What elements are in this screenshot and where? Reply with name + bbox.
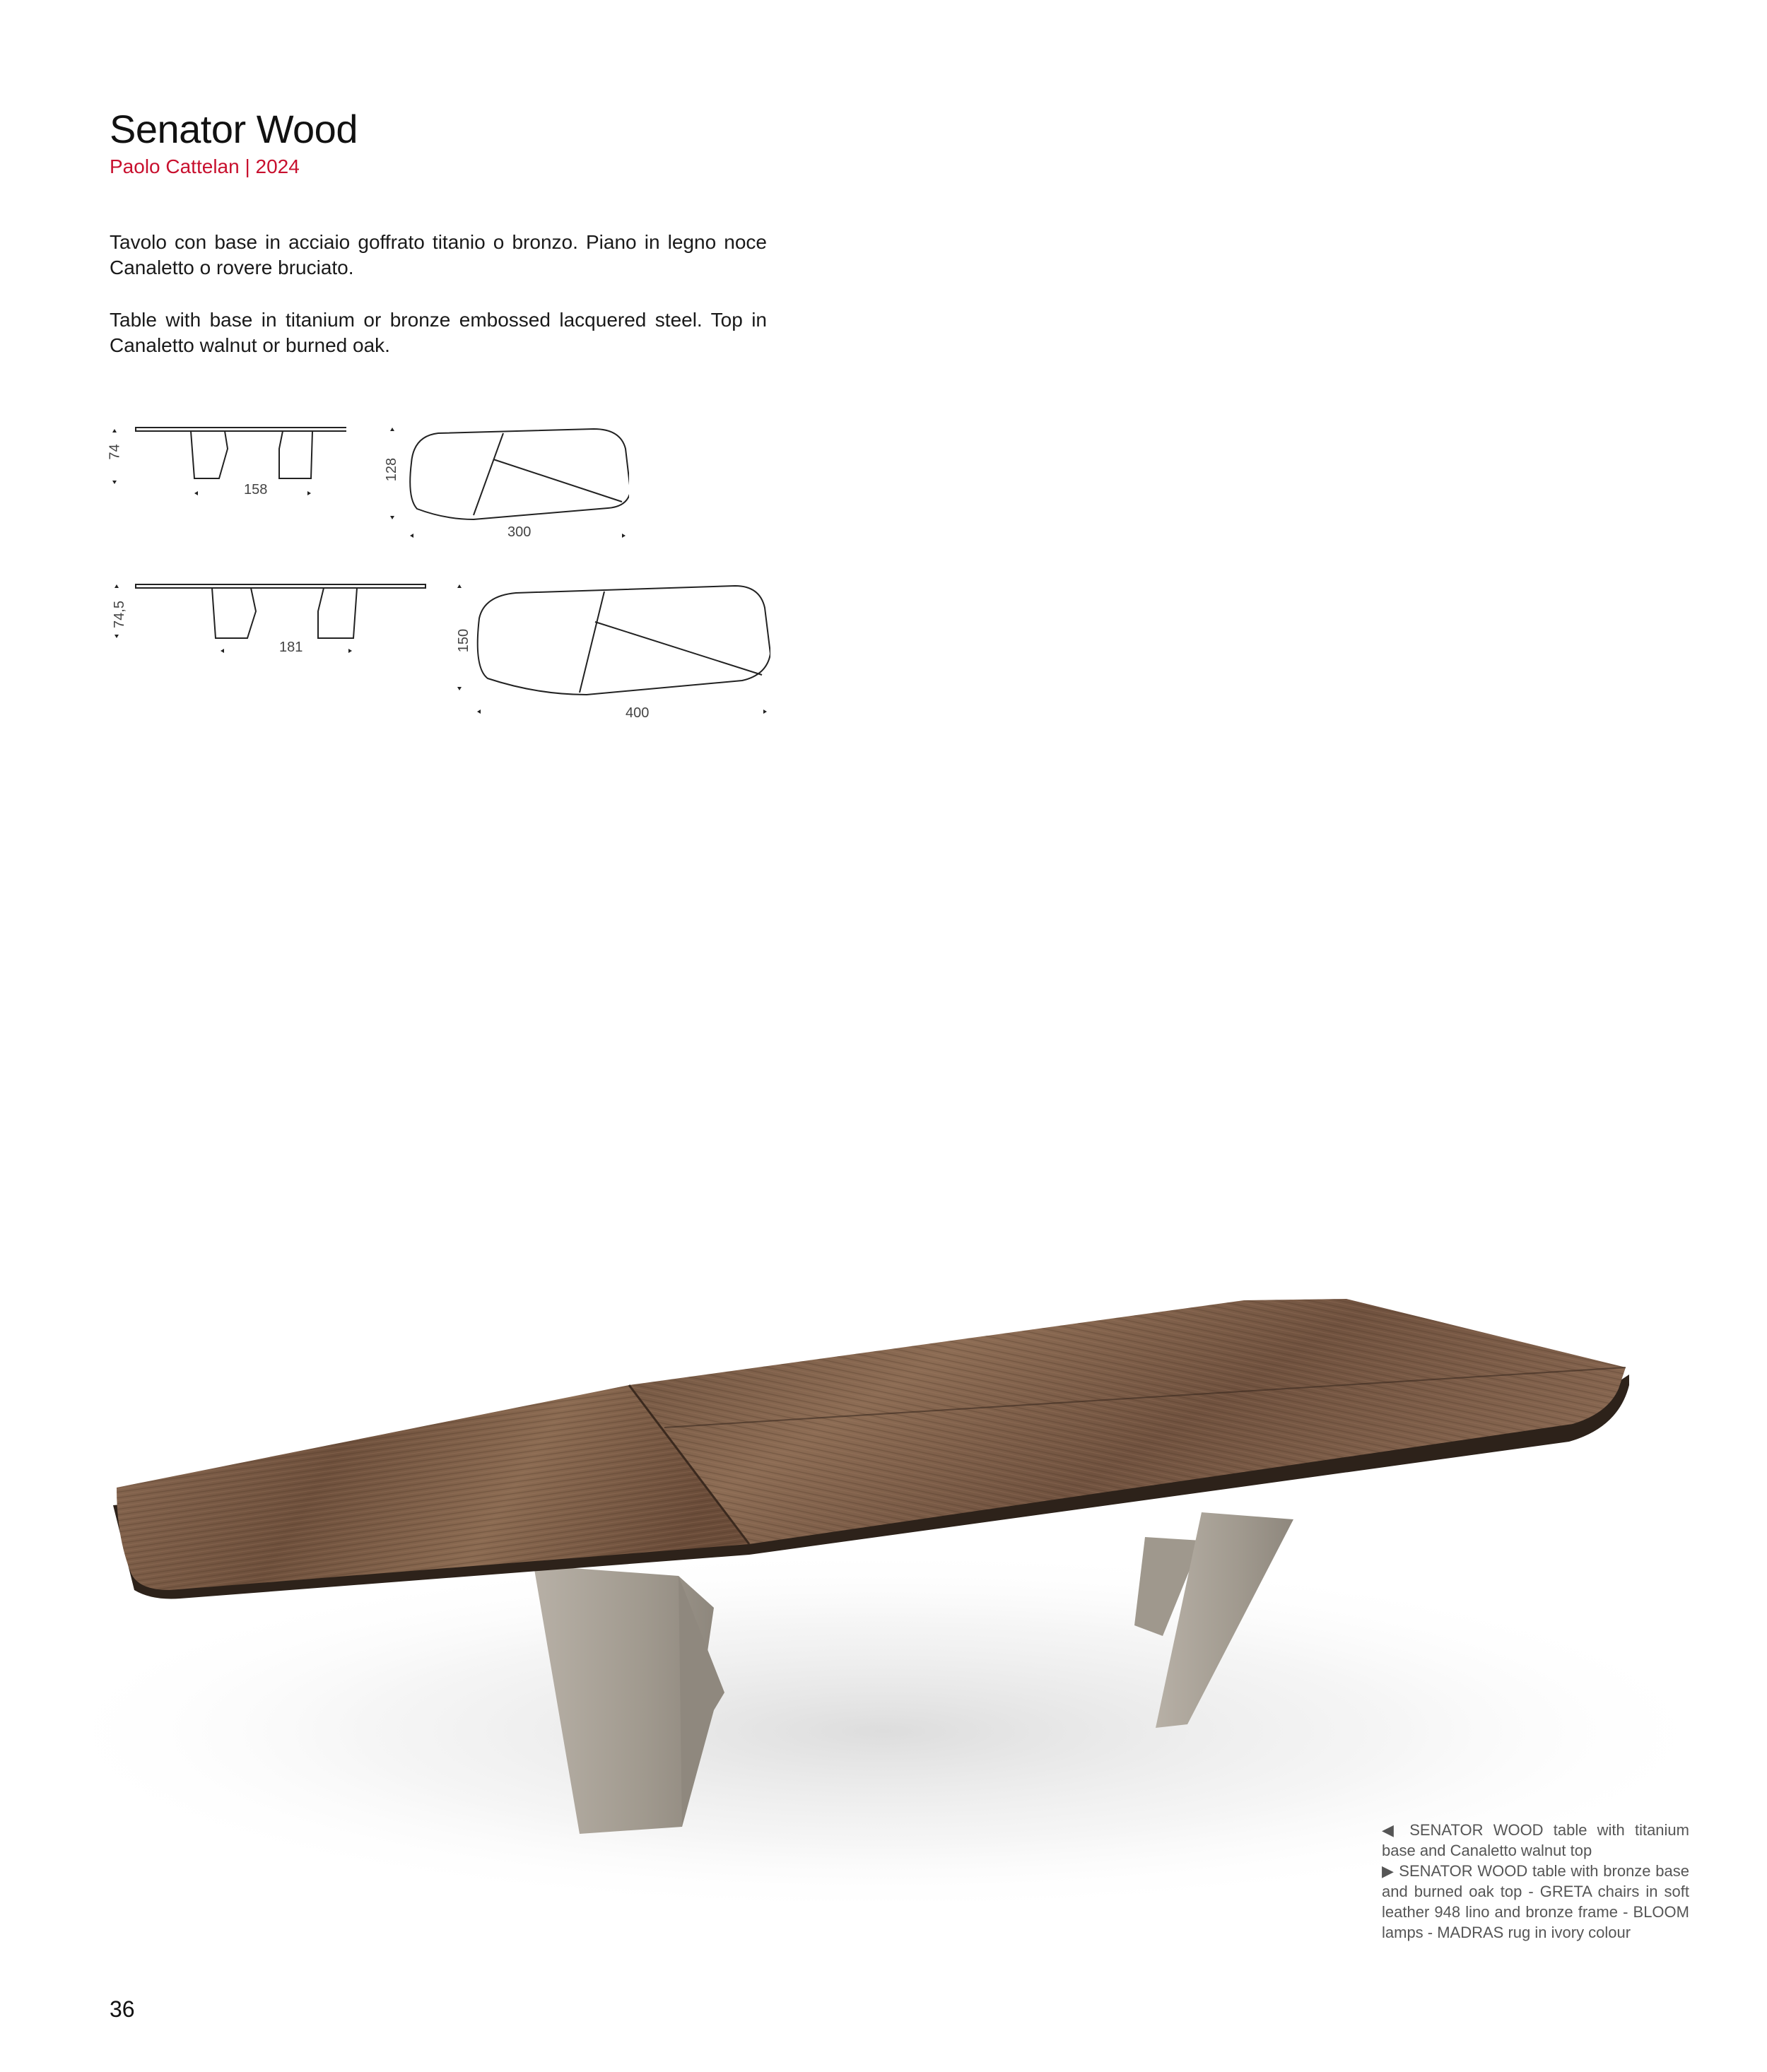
dimension-top-length: 400 xyxy=(626,705,650,721)
dimension-side-width: 158 xyxy=(244,482,268,498)
arrow-right-icon: ▶ xyxy=(1382,1862,1395,1880)
dimension-height: 74 xyxy=(107,444,123,460)
description-italian: Tavolo con base in acciaio goffrato titanio o bronzo. Piano in legno noce Canaletto o rovere bruciato. xyxy=(110,231,767,278)
caption-line-1: SENATOR WOOD table with titanium base and Canaletto walnut top xyxy=(1382,1821,1689,1859)
description-english: Table with base in titanium or bronze embossed lacquered steel. Top in Canaletto walnut or burned oak. xyxy=(110,309,767,356)
page-number: 36 xyxy=(110,1996,135,2022)
designer-credit: Paolo Cattelan | 2024 xyxy=(110,155,300,177)
dimension-top-depth: 128 xyxy=(384,457,400,482)
dimension-side-width: 181 xyxy=(279,640,303,655)
caption-line-2: SENATOR WOOD table with bronze base and burned oak top - GRETA chairs in soft leather 948 lino and bronze frame - BLOOM lamps - MADRAS rug in ivory colour xyxy=(1382,1862,1689,1941)
photo-caption xyxy=(1382,1820,1689,1943)
dimension-top-length: 300 xyxy=(507,524,532,540)
dimension-top-depth: 150 xyxy=(456,628,472,653)
dimension-height: 74,5 xyxy=(111,601,127,628)
arrow-left-icon: ◀ xyxy=(1382,1821,1399,1839)
product-title: Senator Wood xyxy=(110,107,358,151)
